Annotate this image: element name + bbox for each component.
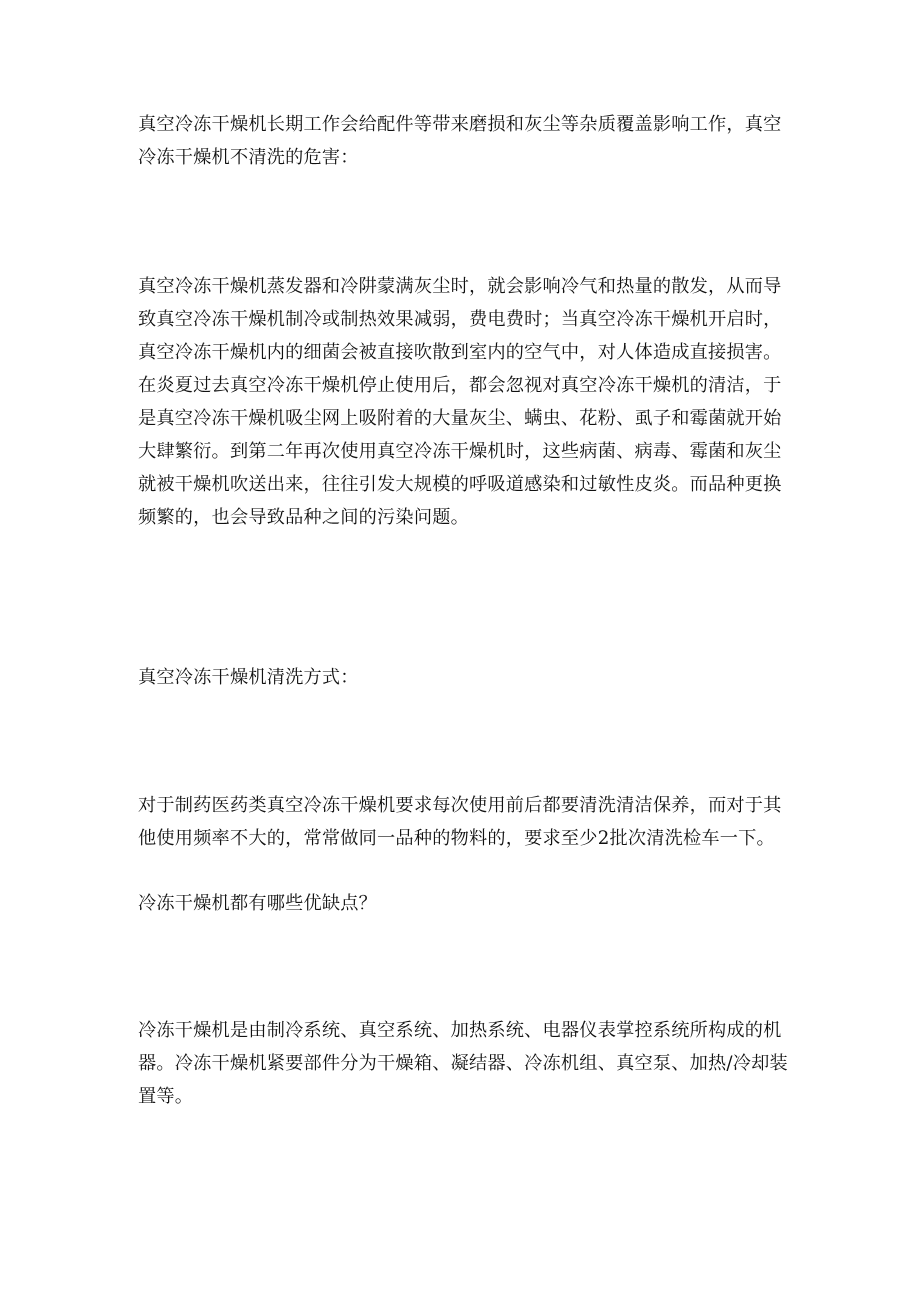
cleaning-method-paragraph: 对于制药医药类真空冷冻干燥机要求每次使用前后都要清洗清洁保养，而对于其他使用频率不大的，常常做同一品种的物料的，要求至少2批次清洗检车一下。	[138, 795, 782, 849]
pros-cons-heading: 冷冻干燥机都有哪些优缺点？	[138, 893, 378, 914]
components-paragraph: 冷冻干燥机是由制冷系统、真空系统、加热系统、电器仪表掌控系统所构成的机器。冷冻干燥机紧要部件分为干燥箱、凝结器、冷冻机组、真空泵、加热/冷却装置等。	[138, 1020, 788, 1107]
hazards-paragraph: 真空冷冻干燥机蒸发器和冷阱蒙满灰尘时，就会影响冷气和热量的散发，从而导致真空冷冻干燥机制冷或制热效果减弱，费电费时；当真空冷冻干燥机开启时，真空冷冻干燥机内的细菌会被直接吹散到室内的空气中，对人体造成直接损害。在炎夏过去真空冷冻干燥机停止使用后，都会忽视对真空冷冻干燥机的清洁，于是真空冷冻干燥机吸尘网上吸附着的大量灰尘、螨虫、花粉、虱子和霉菌就开始大肆繁衍。到第二年再次使用真空冷冻干燥机时，这些病菌、病毒、霉菌和灰尘就被干燥机吹送出来，往往引发大规模的呼吸道感染和过敏性皮炎。而品种更换频繁的，也会导致品种之间的污染问题。	[138, 276, 782, 528]
intro-paragraph: 真空冷冻干燥机长期工作会给配件等带来磨损和灰尘等杂质覆盖影响工作，真空冷冻干燥机不清洗的危害：	[138, 114, 782, 168]
cleaning-method-heading: 真空冷冻干燥机清洗方式：	[138, 667, 359, 688]
